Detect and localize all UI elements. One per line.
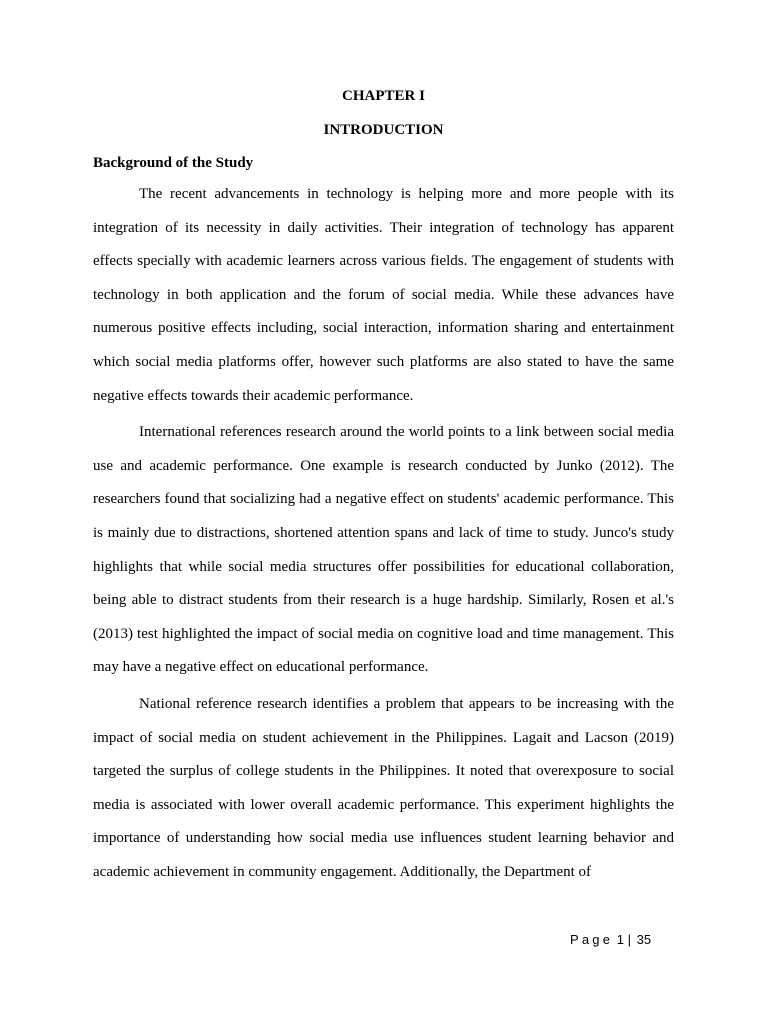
paragraph-2: International references research around the world points to a link between social media use and academic performance. One example is research conducted by Junko (2012). The researchers found that socializing had a negative effect on students' academic performance. This is mainly due to distractions, shortened attention spans and lack of time to study. Junco's study highlights that while social media structures offer possibilities for educational collaboration, being able to distract students from their research is a huge hardship. Similarly, Rosen et al.'s (2013) test highlighted the impact of social media on cognitive load and time management. This may have a negative effect on educational performance. bbox=[93, 424, 674, 676]
document-page bbox=[93, 84, 674, 889]
chapter-title: INTRODUCTION bbox=[323, 122, 444, 138]
page-separator: | bbox=[627, 932, 632, 947]
total-pages: 35 bbox=[636, 932, 652, 947]
paragraph-3: National reference research identifies a problem that appears to be increasing with the impact of social media on student achievement in the Philippines. Lagait and Lacson (2019) targeted the surplus of college students in the Philippines. It noted that overexposure to social media is associated with lower overall academic performance. This experiment highlights the importance of understanding how social media use influences student learning behavior and academic achievement in community engagement. Additionally, the Department of bbox=[93, 695, 674, 880]
current-page-number: 1 bbox=[616, 932, 625, 947]
chapter-label: CHAPTER I bbox=[342, 88, 425, 104]
paragraph-1: The recent advancements in technology is helping more and more people with its integration of its necessity in daily activities. Their integration of technology has apparent effects specially with academic learners across various fields. The engagement of students with technology in both application and the forum of social media. While these advances have numerous positive effects including, social interaction, information sharing and entertainment which social media platforms offer, however such platforms are also stated to have the same negative effects towards their academic performance. bbox=[93, 186, 674, 404]
section-heading: Background of the Study bbox=[93, 155, 254, 171]
page-footer bbox=[570, 932, 651, 947]
page-label: Page bbox=[570, 932, 614, 947]
